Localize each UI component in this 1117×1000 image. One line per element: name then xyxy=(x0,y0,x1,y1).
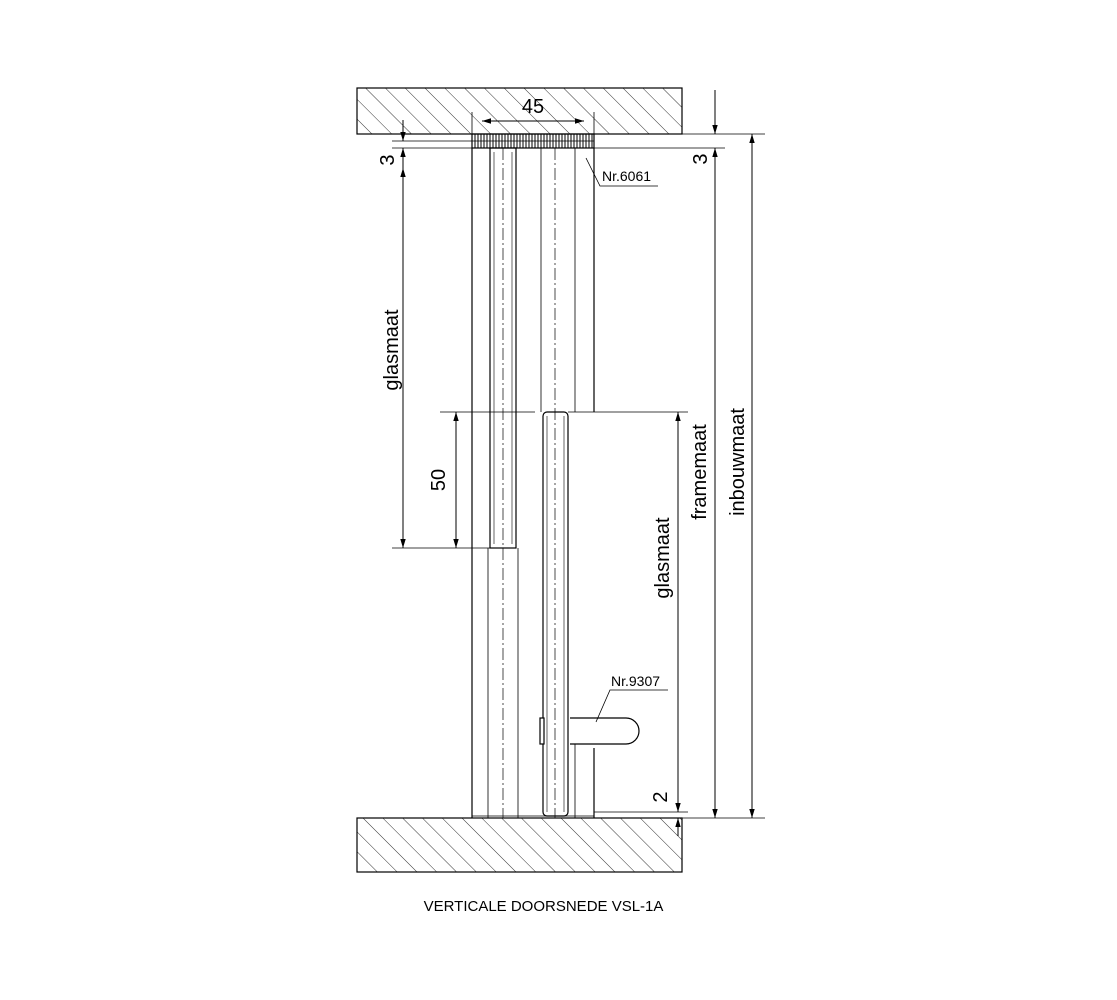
floor-section xyxy=(357,818,682,872)
top-rail xyxy=(472,134,594,148)
dim-glass-upper: glasmaat xyxy=(381,309,403,391)
lower-glass-panel xyxy=(543,412,568,816)
dim-top-gap-left: 3 xyxy=(377,154,399,166)
ceiling-section xyxy=(357,88,682,134)
dim-installation: inbouwmaat xyxy=(727,408,749,516)
dim-top-gap-right: 3 xyxy=(690,153,712,165)
part-label-rail: Nr.6061 xyxy=(602,168,652,184)
dim-frame: framemaat xyxy=(689,424,711,520)
dim-bottom-gap: 2 xyxy=(650,791,672,803)
drawing-caption: VERTICALE DOORSNEDE VSL-1A xyxy=(423,898,664,915)
part-label-handle: Nr.9307 xyxy=(611,673,661,689)
leader-lines xyxy=(586,158,668,722)
dim-overlap: 50 xyxy=(428,468,450,492)
dim-glass-lower: glasmaat xyxy=(652,517,674,599)
dim-top-width: 45 xyxy=(521,96,545,118)
